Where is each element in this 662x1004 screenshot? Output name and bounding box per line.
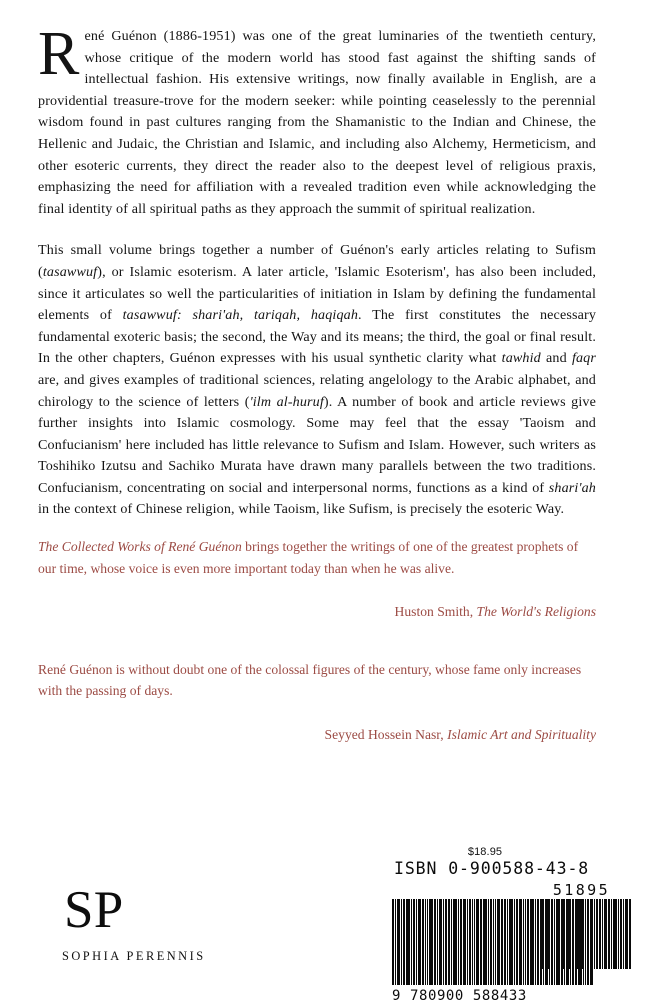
barcode-bar xyxy=(504,899,506,985)
barcode-bar xyxy=(542,899,544,969)
barcode-bar xyxy=(434,899,436,985)
barcode-bar xyxy=(413,899,415,985)
barcode-bar xyxy=(575,899,576,969)
barcode-bar xyxy=(523,899,524,985)
barcode-bar xyxy=(580,899,584,969)
blurb-text: René Guénon is without doubt one of the colossal figures of the century, whose fame only increases with the passing of days. xyxy=(38,661,582,698)
barcode-bar xyxy=(594,899,595,969)
blurb-item xyxy=(38,659,596,746)
publisher-logo xyxy=(62,881,262,964)
barcode-bar xyxy=(525,899,526,985)
barcode-bar xyxy=(577,899,579,969)
barcode-bar xyxy=(395,899,396,985)
barcode-bar xyxy=(467,899,468,985)
barcode-bar xyxy=(602,899,603,969)
barcode-bar xyxy=(493,899,494,985)
barcode-bar xyxy=(439,899,442,985)
barcode-bar xyxy=(509,899,513,985)
barcode-bar xyxy=(519,899,522,985)
barcode-bar xyxy=(599,899,601,969)
publisher-name: SOPHIA PERENNIS xyxy=(62,949,206,963)
description-text-block xyxy=(38,20,597,521)
barcode-bar xyxy=(572,899,574,969)
barcode-bar xyxy=(629,899,631,969)
barcode-bar xyxy=(556,899,560,969)
addon-barcode xyxy=(542,899,632,987)
blurb-item xyxy=(38,536,596,623)
barcode-bar xyxy=(453,899,457,985)
barcode-bar xyxy=(392,899,394,985)
barcode-bar xyxy=(488,899,489,985)
description-paragraph-2: This small volume brings together a number of Guénon's early articles relating to Sufism (tasawwuf), or Islamic esoterism. A later article, 'Islamic Esoterism', has also been included, since it articulates so well the particularities of initiation in Islam by defining the fundamental elements of tasawwuf: shari'ah, tariqah, haqiqah. The first constitutes the necessary fundamental exoteric basis; the second, the Way and its means; the third, the goal or final result. In the other chapters, Guénon expresses with his usual synthetic clarity what tawhid and faqr are, and gives examples of traditional sciences, relating angelology to the Arabic alphabet, and chirology to the science of letters ('ilm al-huruf). A number of book and article reviews give further insights into Islamic cosmology. Some may feel that the essay 'Taoism and Confucianism' here included has little relevance to Sufism and Islam. However, such writers as Toshihiko Izutsu and Sachiko Murata have drawn many parallels between the two traditions. Confucianism, concentrating on social and interpersonal norms, functions as a kind of shari'ah in the context of Chinese religion, while Taoism, like Sufism, is precisely the esoteric Way. xyxy=(38,242,597,518)
barcode-bar xyxy=(545,899,546,969)
barcode-bar xyxy=(507,899,508,985)
barcode-bar xyxy=(397,899,400,985)
barcode-bar xyxy=(516,899,518,985)
barcode-bar xyxy=(469,899,471,985)
barcode-bar xyxy=(411,899,412,985)
barcode-bar xyxy=(416,899,417,985)
barcode-bar xyxy=(451,899,452,985)
barcode-bar xyxy=(418,899,421,985)
barcode-bar xyxy=(501,899,503,985)
barcode-bar xyxy=(547,899,550,969)
barcode-bar xyxy=(527,899,529,985)
barcode-bar xyxy=(514,899,515,985)
barcode-block xyxy=(392,846,612,1004)
barcode-bar xyxy=(472,899,473,985)
barcode-bar xyxy=(611,899,612,969)
barcode-bar xyxy=(490,899,492,985)
barcode-bar xyxy=(566,899,567,969)
description-paragraph-1: René Guénon (1886-1951) was one of the great luminaries of the twentieth century, whose critique of the modern world has stood fast against the shifting sands of intellectual fashion. His extensive writings, now finally available in English, are a providential treasure-trove for the modern seeker: while pointing ceaselessly to the perennial wisdom found in past cultures ranging from the Shamanistic to the Indian and Chinese, the Hellenic and Judaic, the Christian and Islamic, and including also Alchemy, Hermeticism, and other esoteric currents, they direct the reader also to the deepest level of religious praxis, emphasizing the need for affiliation with a revealed tradition even while acknowledging the final identity of all spiritual paths as they approach the summit of spiritual realization. xyxy=(38,20,596,217)
barcode-bar xyxy=(530,899,534,985)
barcode-bar xyxy=(483,899,487,985)
publisher-monogram: SP xyxy=(64,881,124,939)
barcode-bar xyxy=(463,899,466,985)
barcode-bar xyxy=(480,899,482,985)
barcode-bar xyxy=(476,899,479,985)
barcode-bar xyxy=(551,899,553,969)
barcode-bar xyxy=(587,899,589,969)
barcode-bar xyxy=(460,899,462,985)
blurb-attribution: Seyyed Hossein Nasr, Islamic Art and Spirituality xyxy=(324,726,596,742)
barcode-bar xyxy=(620,899,622,969)
barcode-bar xyxy=(458,899,459,985)
barcode-bar xyxy=(608,899,610,969)
barcode-bar xyxy=(445,899,447,985)
barcode-bar xyxy=(425,899,426,985)
blurb-attribution: Huston Smith, The World's Religions xyxy=(394,604,596,619)
barcode-bar xyxy=(429,899,433,985)
barcode-bars-row xyxy=(392,899,612,987)
barcode-bar xyxy=(443,899,444,985)
barcode-bar xyxy=(585,899,586,969)
barcode-bar xyxy=(613,899,617,969)
barcode-bar xyxy=(427,899,428,985)
barcode-bar xyxy=(604,899,607,969)
barcode-addon-number: 51895 xyxy=(552,881,610,899)
barcode-bar xyxy=(623,899,624,969)
ean-digits: 9 780900 588433 xyxy=(392,988,527,1004)
blurb-text: The Collected Works of René Guénon brings together the writings of one of the greatest prophets of our time, whose voice is even more important today than when he was alive. xyxy=(38,539,579,576)
barcode-bar xyxy=(497,899,500,985)
barcode-bar xyxy=(537,899,539,985)
barcode-bar xyxy=(448,899,450,985)
barcode-bar xyxy=(590,899,593,969)
barcode-bar xyxy=(563,899,565,969)
barcode-bar xyxy=(403,899,405,985)
barcode-bar xyxy=(406,899,410,985)
isbn-label: ISBN 0-900588-43-8 xyxy=(394,859,590,878)
barcode-bar xyxy=(554,899,555,969)
barcode-bar xyxy=(474,899,475,985)
barcode-bar xyxy=(568,899,571,969)
barcode-bar xyxy=(437,899,438,985)
barcode-bar xyxy=(535,899,536,985)
price-label: $18.95 xyxy=(467,846,503,858)
praise-blurbs xyxy=(38,536,596,745)
barcode-bar xyxy=(618,899,619,969)
barcode-bar xyxy=(422,899,424,985)
barcode-bar xyxy=(625,899,628,969)
barcode-bar xyxy=(401,899,402,985)
barcode-bar xyxy=(596,899,598,969)
barcode-bar xyxy=(561,899,562,969)
barcode-bar xyxy=(495,899,496,985)
